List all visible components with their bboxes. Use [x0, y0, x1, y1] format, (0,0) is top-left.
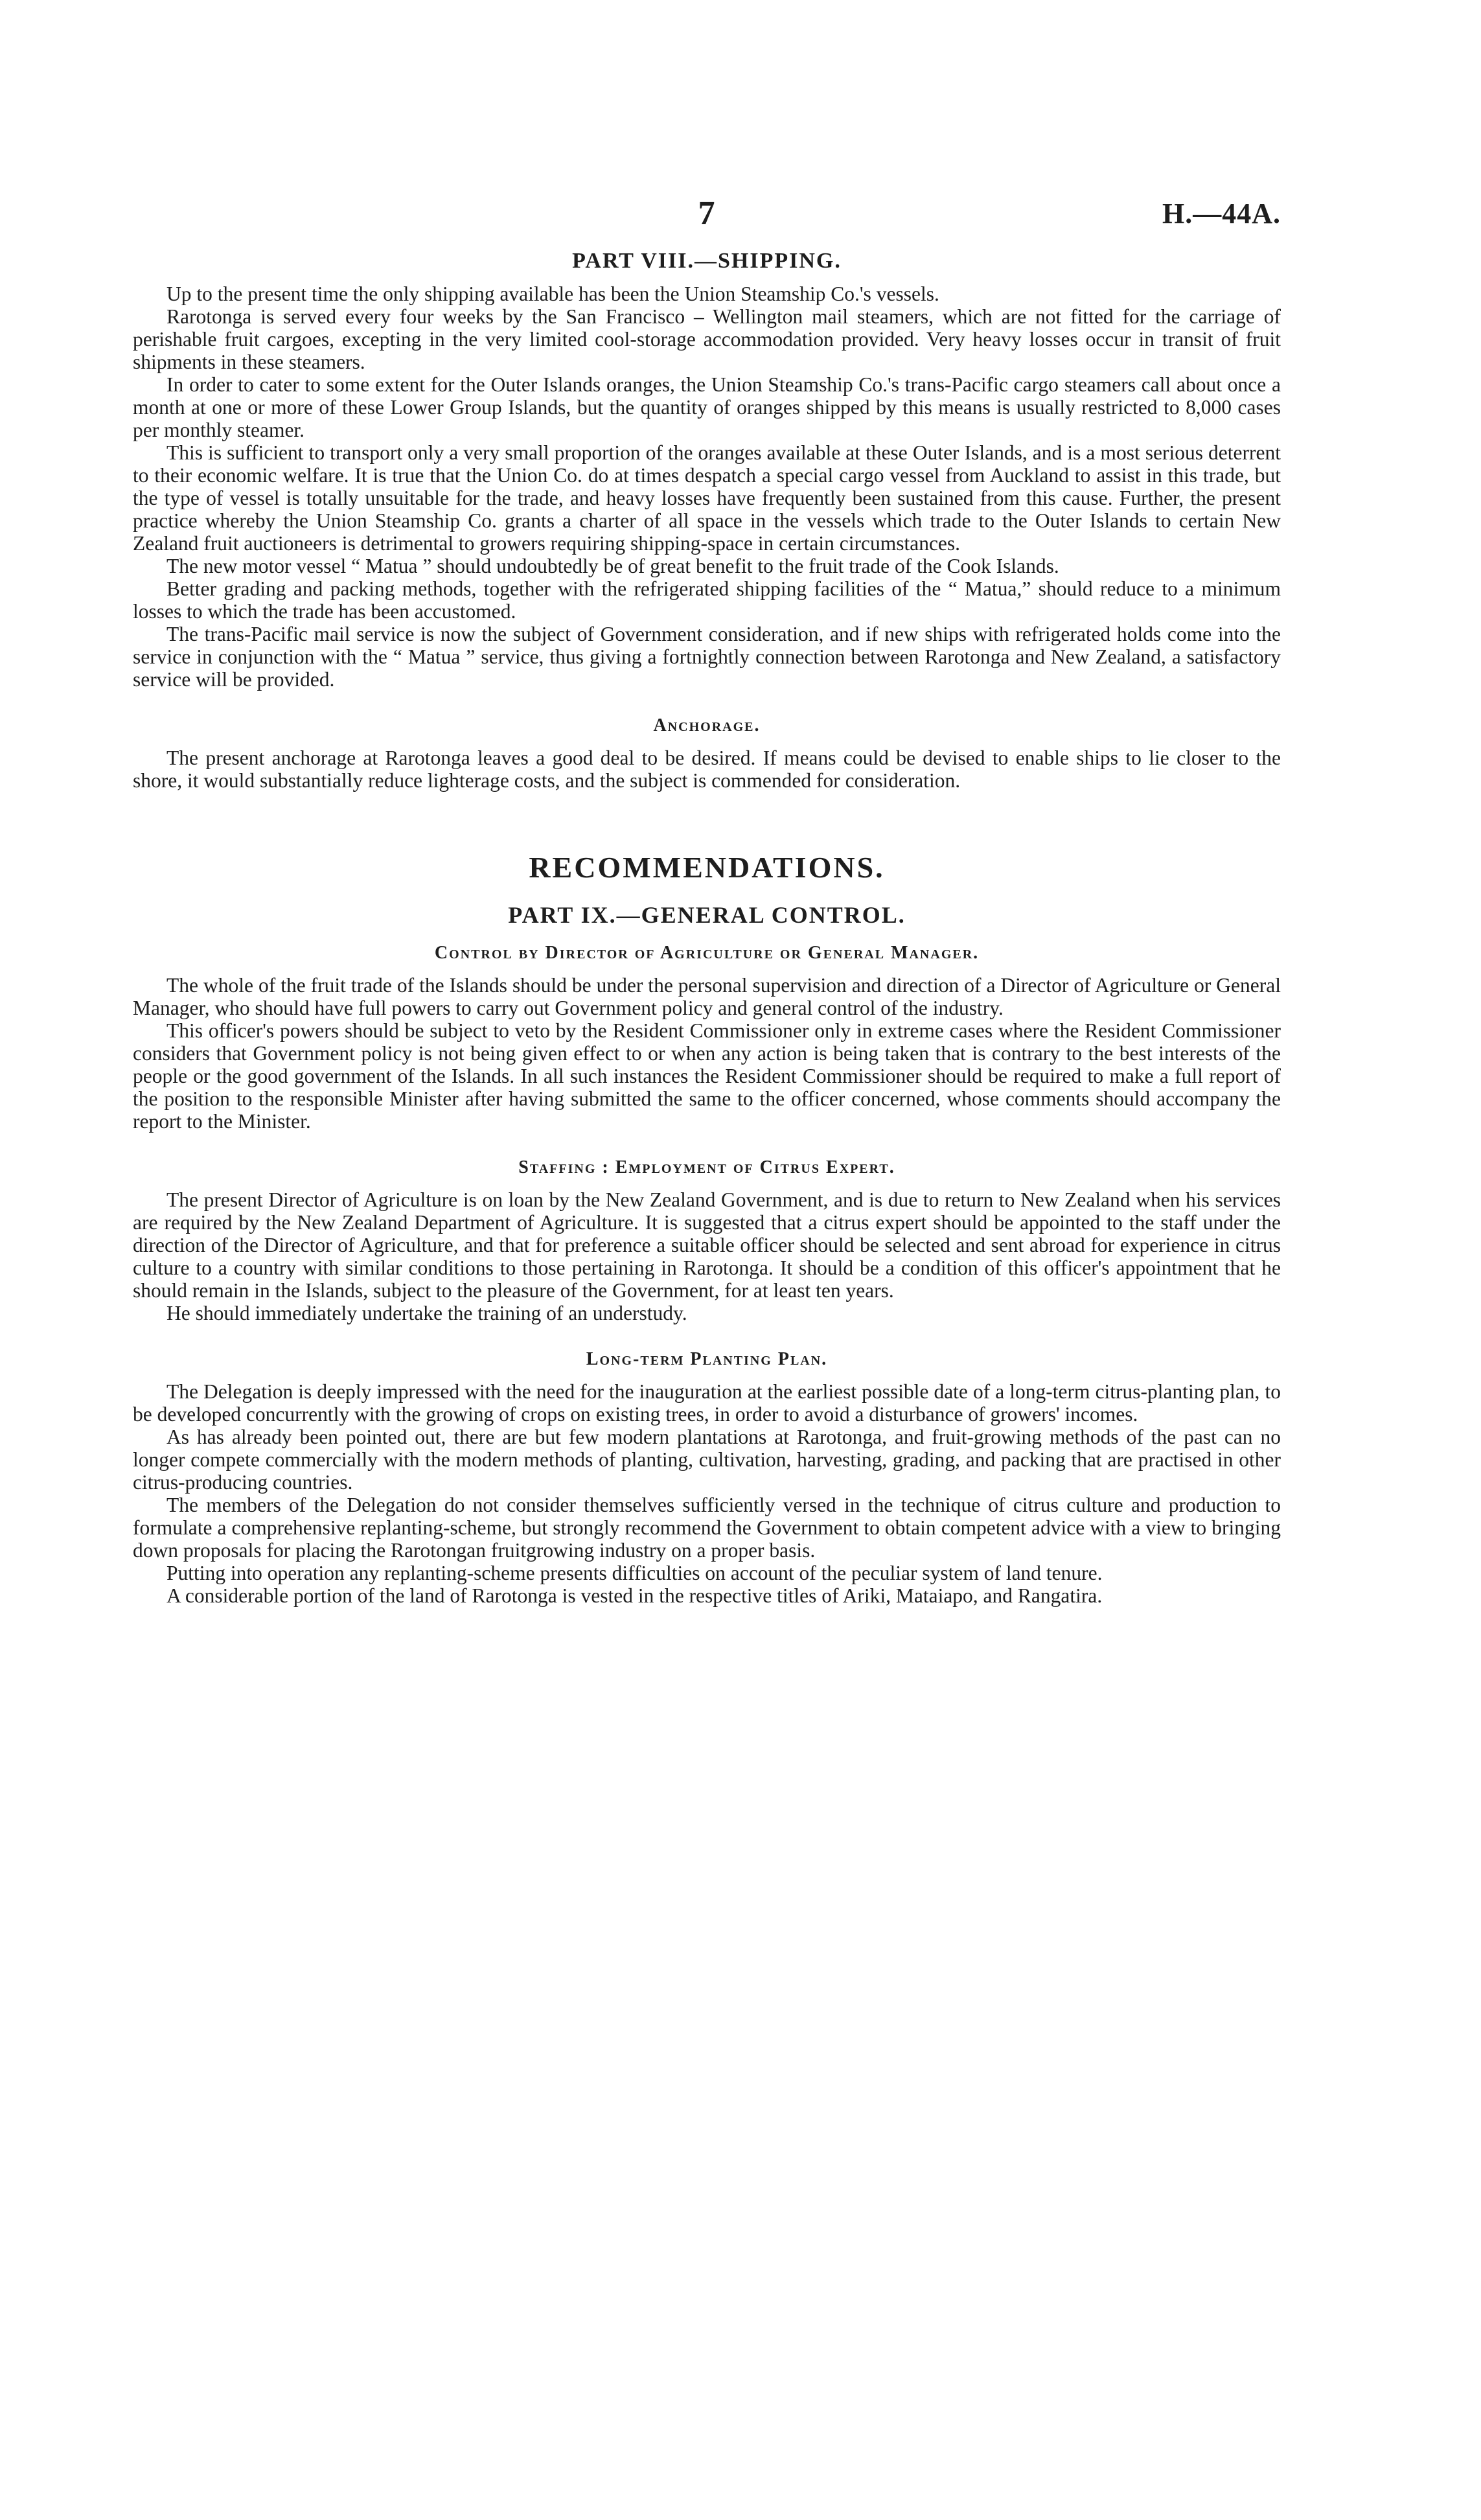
paragraph: The present Director of Agriculture is on loan by the New Zealand Government, and is due to return to New Zealand when his services are required by the New Zealand Department of Agriculture. It is suggested that a citrus expert should be appointed to the staff under the direction of the Director of Agriculture, and that for preference a suitable officer should be selected and sent abroad for experience in citrus culture to a country with similar conditions to those pertaining in Rarotonga. It should be a condition of this officer's appointment that he should remain in the Islands, subject to the pleasure of the Government, for at least ten years. — [133, 1188, 1281, 1302]
paragraph: Rarotonga is served every four weeks by the San Francisco – Wellington mail steamers, which are not fitted for the carriage of perishable fruit cargoes, excepting in the very limited cool-storage accommodation provided. Very heavy losses occur in transit of fruit shipments in these steamers. — [133, 305, 1281, 373]
section-anchorage — [133, 715, 1281, 792]
page-number: 7 — [698, 195, 716, 232]
paragraph: He should immediately undertake the training of an understudy. — [166, 1302, 687, 1324]
planting-plan-heading: Long-term Planting Plan. — [586, 1349, 828, 1369]
paragraph: The trans-Pacific mail service is now the subject of Government consideration, and if new ships with refrigerated holds come into the service in conjunction with the “ Matua ” service, thus giving a fortnightly connection between Rarotonga and New Zealand, a satisfactory service will be provided. — [133, 623, 1281, 691]
running-head — [133, 194, 1281, 246]
paragraph: A considerable portion of the land of Rarotonga is vested in the respective titles of Ariki, Mataiapo, and Rangatira. — [166, 1584, 1103, 1607]
paragraph: Better grading and packing methods, together with the refrigerated shipping facilities of the “ Matua,” should reduce to a minimum losses to which the trade has been accustomed. — [133, 577, 1281, 623]
paragraph: The new motor vessel “ Matua ” should undoubtedly be of great benefit to the fruit trade of the Cook Islands. — [166, 555, 1059, 577]
paragraph: The present anchorage at Rarotonga leaves a good deal to be desired. If means could be devised to enable ships to lie closer to the shore, it would substantially reduce lighterage costs, and the subject is commended for consideration. — [133, 746, 1281, 792]
paragraph: The members of the Delegation do not consider themselves sufficiently versed in the technique of citrus culture and production to formulate a comprehensive replanting-scheme, but strongly recommend the Government to obtain competent advice with a view to bringing down proposals for placing the Rarotongan fruitgrowing industry on a proper basis. — [133, 1494, 1281, 1562]
paragraph: As has already been pointed out, there are but few modern plantations at Rarotonga, and fruit-growing methods of the past can no longer compete commercially with the modern methods of planting, cultivation, harvesting, grading, and packing that are practised in other citrus-producing countries. — [133, 1426, 1281, 1494]
document-page — [133, 194, 1281, 1607]
section-recommendations — [133, 850, 1281, 929]
recommendations-heading: RECOMMENDATIONS. — [529, 851, 885, 884]
paragraph: The whole of the fruit trade of the Islands should be under the personal supervision and direction of a Director of Agriculture or General Manager, who should have full powers to carry out Government policy and general control of the industry. — [133, 974, 1281, 1019]
paragraph: Up to the present time the only shipping available has been the Union Steamship Co.'s vessels. — [166, 283, 939, 305]
document-reference: H.—44A. — [1162, 198, 1281, 229]
paragraph: In order to cater to some extent for the Outer Islands oranges, the Union Steamship Co.'s trans-Pacific cargo steamers call about once a month at one or more of these Lower Group Islands, but the quantity of oranges shipped by this means is usually restricted to 8,000 cases per monthly steamer. — [133, 373, 1281, 441]
section-control — [133, 943, 1281, 1133]
paragraph: This officer's powers should be subject to veto by the Resident Commissioner only in extreme cases where the Resident Commissioner considers that Government policy is not being given effect to or when any action is being taken that is contrary to the best interests of the people or the good government of the Islands. In all such instances the Resident Commissioner should be required to make a full report of the position to the responsible Minister after having submitted the same to the officer concerned, whose comments should accompany the report to the Minister. — [133, 1019, 1281, 1133]
paragraph: This is sufficient to transport only a very small proportion of the oranges available at these Outer Islands, and is a most serious deterrent to their economic welfare. It is true that the Union Co. do at times despatch a special cargo vessel from Auckland to assist in this trade, but the type of vessel is totally unsuitable for the trade, and heavy losses have frequently been sustained from this cause. Further, the present practice whereby the Union Steamship Co. grants a charter of all space in the vessels which trade to the Outer Islands to certain New Zealand fruit auctioneers is detrimental to growers requiring shipping-space in certain circumstances. — [133, 441, 1281, 555]
part-nine-heading: PART IX.—GENERAL CONTROL. — [508, 902, 906, 928]
control-heading: Control by Director of Agriculture or General Manager. — [434, 943, 980, 963]
section-staffing — [133, 1157, 1281, 1324]
staffing-heading: Staffing : Employment of Citrus Expert. — [518, 1157, 895, 1177]
paragraph: The Delegation is deeply impressed with the need for the inauguration at the earliest possible date of a long-term citrus-planting plan, to be developed concurrently with the growing of crops on existing trees, in order to avoid a disturbance of growers' incomes. — [133, 1380, 1281, 1426]
paragraph: Putting into operation any replanting-scheme presents difficulties on account of the peculiar system of land tenure. — [166, 1562, 1103, 1584]
section-shipping — [133, 249, 1281, 691]
anchorage-heading: Anchorage. — [653, 715, 761, 735]
section-planting-plan — [133, 1349, 1281, 1607]
shipping-heading: PART VIII.—SHIPPING. — [572, 249, 842, 273]
